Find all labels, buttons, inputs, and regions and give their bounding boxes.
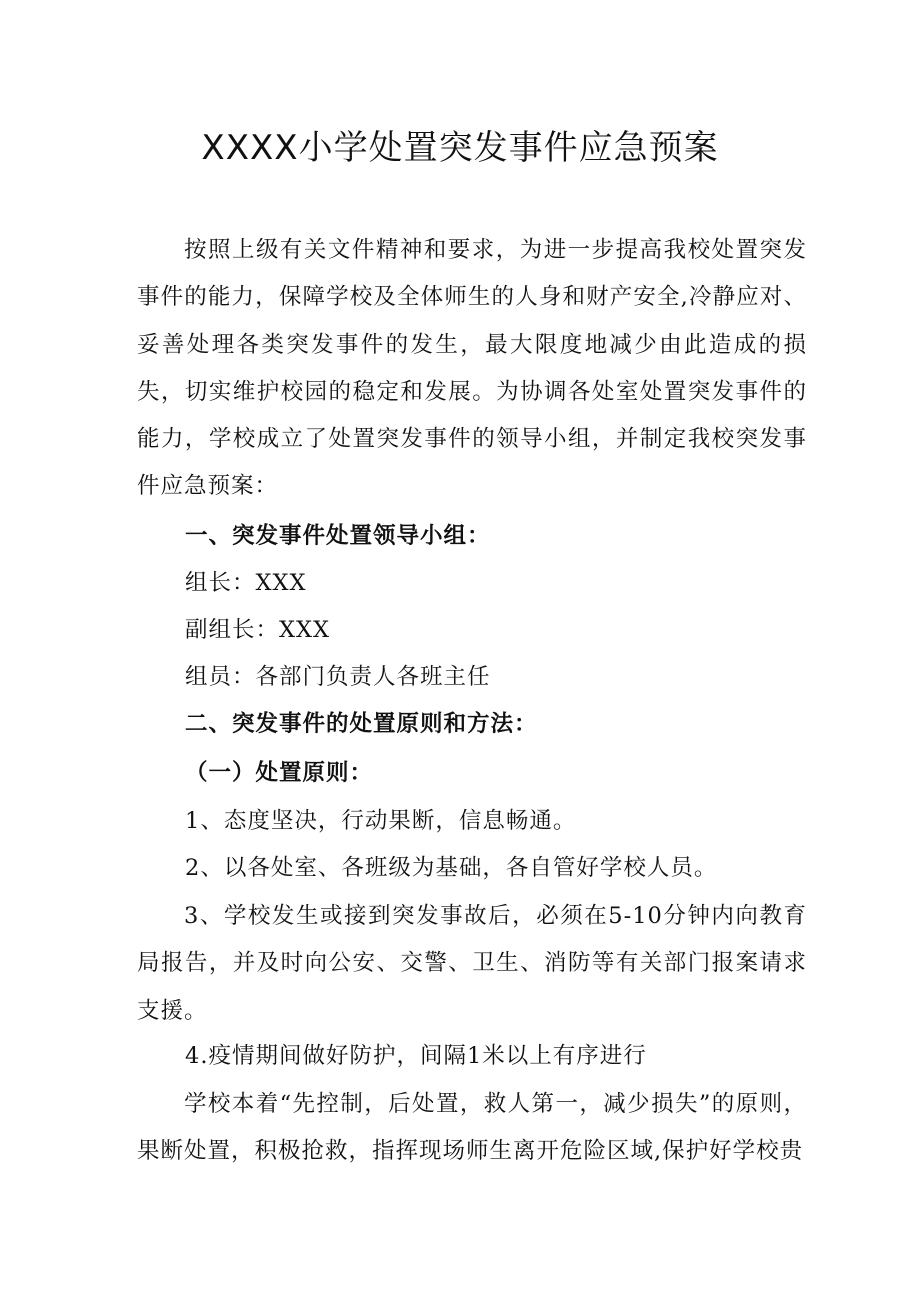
principle-item-3: 3、学校发生或接到突发事故后，必须在5-10分钟内向教育局报告，并及时向公安、交警、卫生、消防等有关部门报案请求支援。: [137, 903, 807, 1024]
section2-heading: 二、突发事件的处置原则和方法：: [185, 711, 538, 737]
principles-subheading: （一）处置原则：: [185, 760, 374, 786]
principle-item-4: 4.疫情期间做好防护，间隔1米以上有序进行: [185, 1043, 647, 1069]
principle-item-2: 2、以各处室、各班级为基础，各自管好学校人员。: [185, 855, 718, 881]
members-line: 组员：各部门负责人各班主任: [185, 664, 491, 690]
principle-item-1: 1、态度坚决，行动果断，信息畅通。: [185, 808, 577, 834]
intro-paragraph: 按照上级有关文件精神和要求，为进一步提高我校处置突发事件的能力，保障学校及全体师生的人身和财产安全,冷静应对、妥善处理各类突发事件的发生，最大限度地减少由此造成的损失，切实维护校园的稳定和发展。为协调各处室处置突发事件的能力，学校成立了处置突发事件的领导小组，并制定我校突发事件应急预案：: [137, 237, 807, 500]
deputy-leader-line: 副组长：XXX: [185, 617, 331, 643]
page-title: XXXX小学处置突发事件应急预案: [201, 128, 719, 168]
leader-line: 组长：XXX: [185, 570, 307, 596]
section1-heading: 一、突发事件处置领导小组：: [185, 523, 491, 549]
closing-paragraph: 学校本着“先控制，后处置，救人第一，减少损失”的原则，果断处置，积极抢救，指挥现场师生离开危险区域,保护好学校贵: [137, 1091, 807, 1165]
